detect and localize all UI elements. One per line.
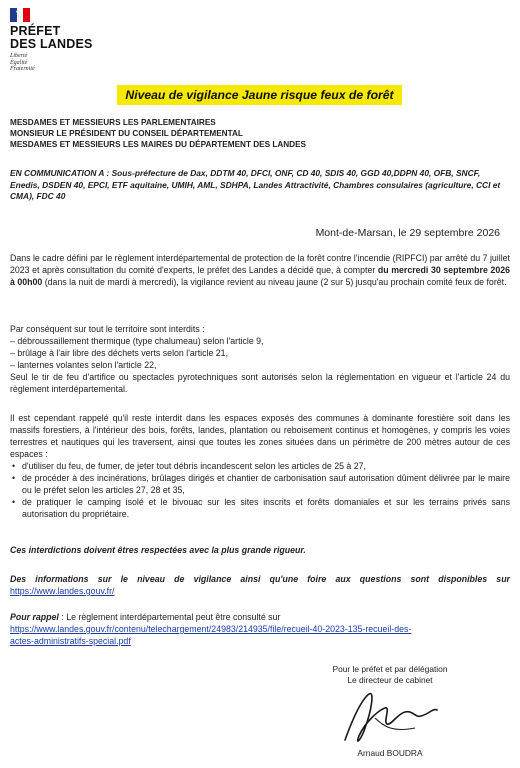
effective-date: du mercredi 30 septembre 2026 à 00h00	[10, 265, 510, 287]
rules-reminder	[10, 611, 510, 647]
vigilance-banner: Niveau de vigilance Jaune risque feux de forêt	[117, 85, 402, 105]
rules-link-line1[interactable]: https://www.landes.gouv.fr/contenu/telechargement/24983/214935/file/recueil-40-2023-135-recueil-des-	[10, 624, 412, 634]
signatory-name: Arnaud BOUDRA	[357, 748, 423, 758]
marianne-flag-icon	[10, 8, 30, 22]
emphasis-text: Ces interdictions doivent êtres respectées avec la plus grande rigueur.	[10, 545, 306, 555]
reminder-bullet: • d'utiliser du feu, de fumer, de jeter tout débris incandescent selon les articles de 25 à 27,	[10, 460, 510, 472]
addressee-line: MESDAMES ET MESSIEURS LES MAIRES DU DÉPARTEMENT DES LANDES	[10, 140, 306, 149]
rules-reminder-label: Pour rappel	[10, 612, 59, 622]
signature-line2: Le directeur de cabinet	[347, 675, 433, 685]
reminder-bullets	[10, 460, 510, 520]
prefet-title-line1: PRÉFET	[10, 24, 61, 38]
prohibited-item: – lanternes volantes selon l'article 22,	[10, 360, 157, 370]
document-date: Mont-de-Marsan, le 29 septembre 2026	[315, 227, 500, 239]
rules-document-link[interactable]	[10, 623, 510, 647]
prohibited-section	[10, 323, 510, 395]
addressee-line: MONSIEUR LE PRÉSIDENT DU CONSEIL DÉPARTEMENTAL	[10, 129, 243, 138]
intro-text: (dans la nuit de mardi à mercredi), la vigilance revient au niveau jaune (2 sur 5) jusqu'au prochain comité feux de forêt.	[42, 277, 507, 287]
reminder-bullet: • de pratiquer le camping isolé et le bivouac sur les sites inscrits et forêts domaniales et sur les terrains privés sans autorisation du propriétaire.	[10, 496, 510, 520]
handwritten-signature	[325, 688, 455, 750]
prohibited-lead: Par conséquent sur tout le territoire sont interdits :	[10, 324, 205, 334]
intro-paragraph	[10, 252, 510, 288]
motto-line: Liberté	[10, 53, 28, 59]
intro-text: Dans le cadre défini par le règlement interdépartemental de protection de la forêt contre l'incendie (RIPFCI) par arrêté du 7 juillet 2023 et après consultation du comité d'experts, le préfet des Landes a décidé que, à compter	[10, 253, 510, 275]
info-text: Des informations sur le niveau de vigilance ainsi qu'une foire aux questions sont disponibles sur	[10, 574, 510, 584]
reminder-paragraph: Il est cependant rappelé qu'il reste interdit dans les espaces exposés des communes à dominante forestière soit dans les massifs forestiers, à l'intérieur des bois, forêts, landes, plantation ou reboisement continus et homogènes, y compris les voies terrestres et nautiques qui les traversent, ainsi que toutes les zones situées dans un périmètre de 200 mètres autour de ces espaces :	[10, 413, 510, 459]
addressees	[10, 117, 306, 150]
prohibited-item: – brûlage à l'air libre des déchets verts selon l'article 21,	[10, 348, 229, 358]
communication-list: EN COMMUNICATION A : Sous-préfecture de Dax, DDTM 40, DFCI, ONF, CD 40, SDIS 40, GGD 40,DDPN 40, OFB, SNCF, Enedis, DSDEN 40, EPCI, ETF aquitaine, UMIH, AML, SDHPA, Landes Attractivité, Chambres consulaires (agriculture, CCI et CMA), FDC 40	[10, 168, 501, 202]
prefecture-logo	[10, 8, 100, 73]
info-paragraph	[10, 573, 510, 597]
prefet-title-line2: DES LANDES	[10, 37, 93, 51]
signature-line1: Pour le préfet et par délégation	[332, 664, 448, 674]
landes-website-link[interactable]: https://www.landes.gouv.fr/	[10, 586, 115, 596]
rules-reminder-text	[10, 611, 510, 623]
motto-line: Égalité	[10, 59, 28, 66]
reminder-bullet: • de procéder à des incinérations, brûlages dirigés et chantier de carbonisation sauf autorisation dûment délivrée par le maire ou le préfet selon les articles 27, 28 et 35,	[10, 472, 510, 496]
signature-block	[300, 664, 480, 686]
rules-link-line2[interactable]: actes-administratifs-special.pdf	[10, 636, 131, 646]
motto-line: Fraternité	[10, 66, 35, 72]
prohibited-tail: Seul le tir de feu d'artifice ou spectacles pyrotechniques sont autorisés selon la réglementation en vigueur et l'article 24 du règlement interdépartemental.	[10, 372, 510, 394]
prohibited-item: – débroussaillement thermique (type chalumeau) selon l'article 9,	[10, 336, 264, 346]
rules-reminder-body: : Le règlement interdépartemental peut être consulté sur	[58, 612, 281, 622]
addressee-line: MESDAMES ET MESSIEURS LES PARLEMENTAIRES	[10, 118, 216, 127]
motto	[10, 53, 100, 73]
